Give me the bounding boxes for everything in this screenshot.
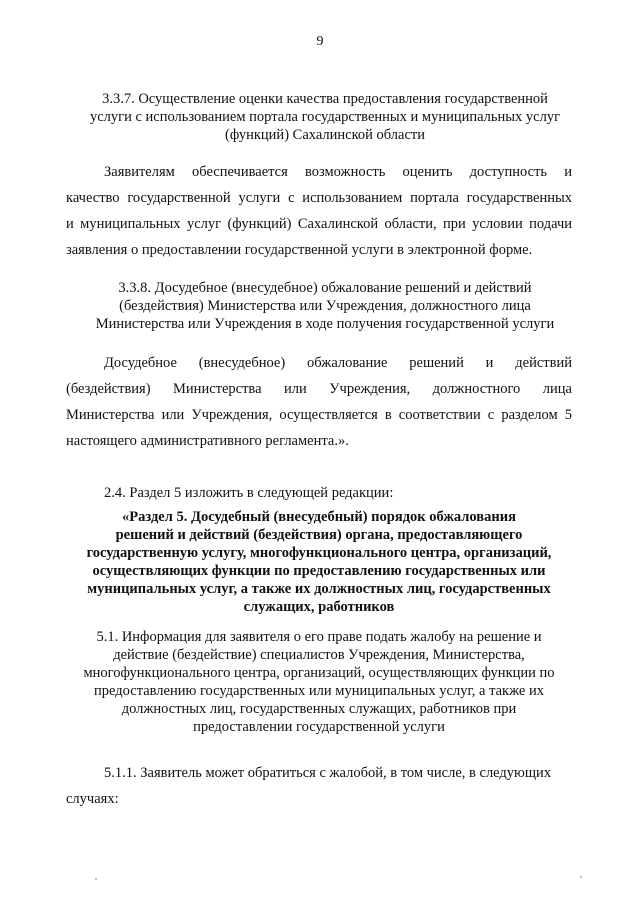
info-line: действие (бездействие) специалистов Учреждения, Министерства, xyxy=(113,647,525,663)
heading-line: 3.3.7. Осуществление оценки качества предоставления государственной xyxy=(102,91,548,107)
paragraph-line: и муниципальных услуг (функций) Сахалинской области, при условии подачи xyxy=(66,216,572,232)
info-line: должностных лиц, государственных служащих, работников при xyxy=(121,701,517,717)
paragraph-line: качество государственной услуги с использованием портала государственных xyxy=(66,190,572,206)
paragraph-line: Заявителям обеспечивается возможность оценить доступность и xyxy=(104,164,572,180)
paragraph-line: случаях: xyxy=(66,791,119,807)
paragraph-line: 5.1.1. Заявитель может обратиться с жалобой, в том числе, в следующих xyxy=(104,765,552,781)
info-5-1 xyxy=(66,628,572,736)
paragraph-3-3-8 xyxy=(66,350,572,454)
paragraph-line: (бездействия) Министерства или Учреждения, должностного лица xyxy=(66,381,572,397)
heading-line: услуги с использованием портала государственных и муниципальных услуг xyxy=(89,109,561,125)
section-heading-3-3-7 xyxy=(60,90,590,144)
page-number: 9 xyxy=(316,34,324,49)
scan-mark xyxy=(95,878,97,880)
heading-line: (бездействия) Министерства или Учреждения, должностного лица xyxy=(119,298,531,314)
paragraph-3-3-7 xyxy=(66,159,572,263)
heading-line: Министерства или Учреждения в ходе получения государственной услуги xyxy=(95,316,555,332)
paragraph-5-1-1 xyxy=(66,760,572,812)
info-line: предоставлению государственных или муниципальных услуг, а также их xyxy=(94,683,544,699)
info-line: многофункционального центра, организаций, осуществляющих функции по xyxy=(83,665,555,681)
heading-line: служащих, работников xyxy=(243,599,395,615)
heading-line: решений и действий (бездействия) органа, предоставляющего xyxy=(115,527,523,543)
section-5-heading xyxy=(66,508,572,616)
info-line: 5.1. Информация для заявителя о его праве подать жалобу на решение и xyxy=(96,629,542,645)
scan-mark xyxy=(580,876,582,878)
paragraph-line: 2.4. Раздел 5 изложить в следующей редакции: xyxy=(104,485,394,501)
info-line: предоставлении государственной услуги xyxy=(193,719,445,735)
paragraph-line: заявления о предоставлении государственной услуги в электронной форме. xyxy=(66,242,533,258)
paragraph-line: Досудебное (внесудебное) обжалование решений и действий xyxy=(104,355,572,371)
section-heading-3-3-8 xyxy=(60,279,590,333)
heading-line: «Раздел 5. Досудебный (внесудебный) порядок обжалования xyxy=(122,509,516,525)
heading-line: муниципальных услуг, а также их должностных лиц, государственных xyxy=(87,581,551,597)
paragraph-line: настоящего административного регламента.». xyxy=(66,433,349,449)
heading-line: осуществляющих функции по предоставлению государственных или xyxy=(92,563,546,579)
item-2-4 xyxy=(66,480,572,506)
paragraph-line: Министерства или Учреждения, осуществляется в соответствии с разделом 5 xyxy=(66,407,572,423)
heading-line: 3.3.8. Досудебное (внесудебное) обжалование решений и действий xyxy=(118,280,532,296)
heading-line: (функций) Сахалинской области xyxy=(225,127,425,143)
heading-line: государственную услугу, многофункционального центра, организаций, xyxy=(86,545,552,561)
